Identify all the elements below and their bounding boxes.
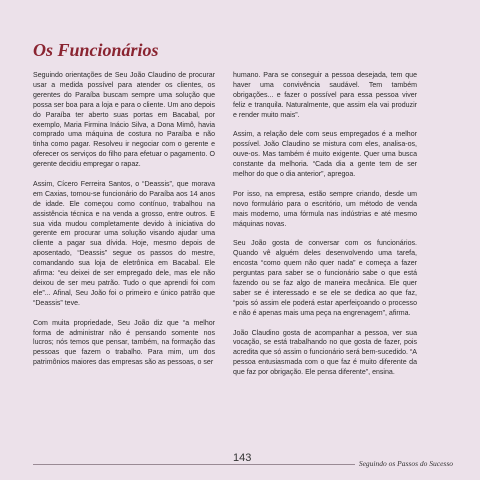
left-column: [33, 71, 215, 378]
paragraph: Por isso, na empresa, estão sempre criando, desde um novo formulário para o escritório, um método de venda mais moderno, uma fórmula nas indústrias e até mesmo máquinas novas.: [233, 190, 417, 228]
right-column: [233, 71, 417, 388]
paragraph: Assim, a relação dele com seus empregados é a melhor possível. João Claudino se mistura com eles, analisa-os, ouve-os. Mas também é muito exigente. Quer uma busca constante da melhoria. “Cada dia a gente tem de ser melhor do que o dia anterior”, apregoa.: [233, 131, 417, 179]
paragraph: Seu João gosta de conversar com os funcionários. Quando vê alguém deles desenvolvendo uma tarefa, encosta “como quem não quer nada” e começa a fazer perguntas para saber se o funcionário sabe o que está fazendo ou se faz algo de maneira mecânica. Ele quer saber se é interessado e se ele se dedica ao que faz, “pois só assim ele poderá estar aperfeiçoando o processo e não é apenas mais uma peça na engrenagem”, afirma.: [233, 240, 417, 317]
paragraph: humano. Para se conseguir a pessoa desejada, tem que haver uma convivência saudável. Tem também obrigações... e fazer o possível para essa pessoa viver feliz e tranquila. Naturalmente, que assim ela vai produzir e render muito mais”.: [233, 72, 417, 119]
section-title: Os Funcionários: [33, 40, 159, 60]
running-footer-title: Seguindo os Passos do Sucesso: [355, 459, 453, 468]
page-number: 143: [229, 452, 255, 464]
paragraph: Seguindo orientações de Seu João Claudino de procurar usar a medida possível para atender os clientes, os gerentes do Paraíba buscam sempre uma solução que possa ser boa para a loja e para o cliente. Um ano depois do Paraíba ter aberto suas portas em Bacabal, por exemplo, Maria Firmina Inácio Silva, a Dona Mimô, havia comprado uma máquina de costura no Paraíba e não tinha como pagar. Resolveu ir negociar com o gerente e oferecer os serviços do filho para efetuar o pagamento. O gerente decidiu empregar o rapaz.: [33, 72, 215, 169]
paragraph: João Claudino gosta de acompanhar a pessoa, ver sua vocação, se está trabalhando no que gosta de fazer, pois acredita que só assim o funcionário será bem-sucedido. “A pessoa entusiasmada com o que faz é muito diferente da que faz por obrigação. Ele pensa diferente”, ensina.: [233, 329, 417, 377]
paragraph: Assim, Cícero Ferreira Santos, o “Deassis”, que morava em Caxias, tornou-se funcionário do Paraíba aos 14 anos de idade. Ele começou como contínuo, trabalhou na assistência técnica e na venda a grosso, entre outros. E sua vida mudou completamente devido à iniciativa do gerente em procurar uma solução visando ajudar uma cliente a pagar sua dívida. Hoje, mesmo depois de aposentado, “Deassis” segue os passos do mestre, comandando sua loja de eletrônica em Bacabal. Ele afirma: “eu deixei de ser empregado dele, mas ele não deixou de ser meu patrão. Tudo o que aprendi foi com ele”... Afinal, Seu João foi o primeiro e único patrão que “Deassis” teve.: [33, 180, 215, 307]
paragraph: Com muita propriedade, Seu João diz que “a melhor forma de administrar não é pensando somente nos lucros; nós temos que pensar, também, na formação das pessoas que fazem o trabalho. Para mim, um dos patrimônios maiores das empresas são as pessoas, o ser: [33, 319, 215, 367]
